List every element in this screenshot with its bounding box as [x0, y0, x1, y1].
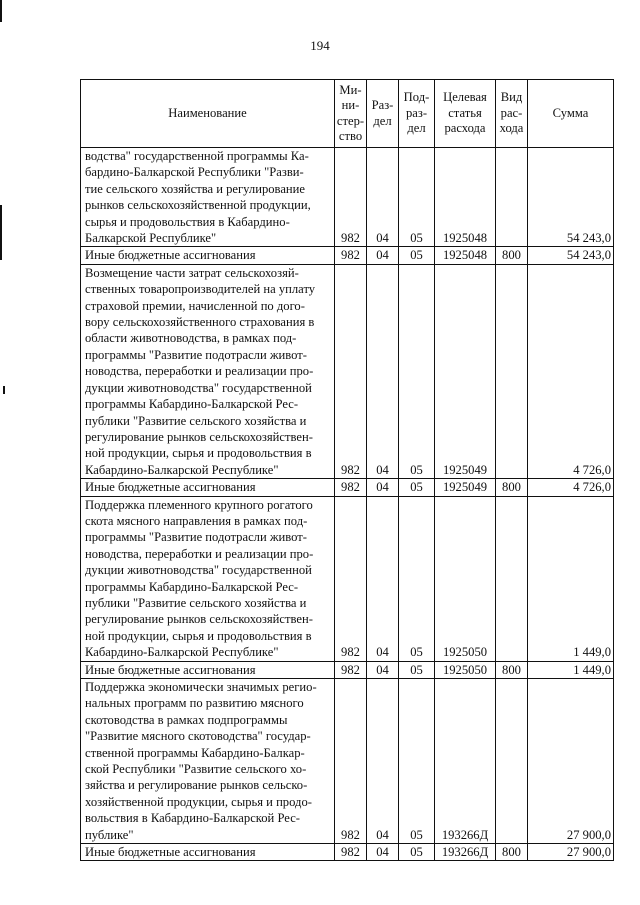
- row-name: Иные бюджетные ассигнования: [81, 661, 335, 678]
- table-header-row: [81, 80, 614, 148]
- header-target: Целевая статья расхода: [435, 80, 496, 148]
- row-section: 04: [367, 148, 399, 247]
- row-target: 193266Д: [435, 844, 496, 861]
- row-sum: 27 900,0: [528, 679, 614, 844]
- row-ministry: 982: [335, 661, 367, 678]
- table-row: [81, 247, 614, 264]
- row-subsection: 05: [399, 148, 435, 247]
- header-subsection: Под- раз- дел: [399, 80, 435, 148]
- row-sum: 54 243,0: [528, 148, 614, 247]
- row-name: водства" государственной программы Ка- бардино-Балкарской Республики "Разви- тие сельского хозяйства и регулирование рынков сельскохозяйственной продукции, сырья и продовольствия в Кабардино- Балкарской Республике": [81, 148, 335, 247]
- header-section: Раз- дел: [367, 80, 399, 148]
- table-row: [81, 479, 614, 496]
- row-target: 1925048: [435, 148, 496, 247]
- row-section: 04: [367, 264, 399, 478]
- row-kind: [496, 264, 528, 478]
- row-name: Иные бюджетные ассигнования: [81, 247, 335, 264]
- row-kind: [496, 148, 528, 247]
- row-section: 04: [367, 679, 399, 844]
- budget-table: [80, 79, 614, 861]
- row-target: 1925050: [435, 496, 496, 661]
- row-section: 04: [367, 479, 399, 496]
- row-sum: 1 449,0: [528, 496, 614, 661]
- row-target: 1925049: [435, 264, 496, 478]
- row-kind: 800: [496, 661, 528, 678]
- margin-mark-middle: [0, 205, 2, 260]
- table-row: [81, 679, 614, 844]
- row-kind: 800: [496, 844, 528, 861]
- row-ministry: 982: [335, 679, 367, 844]
- table-row: [81, 661, 614, 678]
- table-row: [81, 496, 614, 661]
- row-name: Иные бюджетные ассигнования: [81, 479, 335, 496]
- row-kind: [496, 679, 528, 844]
- row-subsection: 05: [399, 247, 435, 264]
- row-subsection: 05: [399, 264, 435, 478]
- row-section: 04: [367, 661, 399, 678]
- row-kind: 800: [496, 247, 528, 264]
- margin-mark-top: [0, 0, 2, 22]
- row-name: Поддержка племенного крупного рогатого скота мясного направления в рамках под- программы "Развитие подотрасли живот- новодства, переработки и реализации про- дукции животноводства" государственной программы Кабардино-Балкарской Рес- публики "Развитие сельского хозяйства и регулирование рынков сельскохозяйствен- ной продукции, сырья и продовольствия в Кабардино-Балкарской Республике": [81, 496, 335, 661]
- row-sum: 54 243,0: [528, 247, 614, 264]
- header-ministry: Ми- ни- стер- ство: [335, 80, 367, 148]
- page-number: 194: [310, 38, 330, 53]
- row-name: Иные бюджетные ассигнования: [81, 844, 335, 861]
- header-kind: Вид рас- хода: [496, 80, 528, 148]
- row-target: 1925048: [435, 247, 496, 264]
- row-target: 1925050: [435, 661, 496, 678]
- row-sum: 1 449,0: [528, 661, 614, 678]
- row-ministry: 982: [335, 247, 367, 264]
- row-ministry: 982: [335, 479, 367, 496]
- row-ministry: 982: [335, 496, 367, 661]
- row-kind: [496, 496, 528, 661]
- row-subsection: 05: [399, 679, 435, 844]
- row-subsection: 05: [399, 479, 435, 496]
- table-row: [81, 148, 614, 247]
- row-target: 193266Д: [435, 679, 496, 844]
- table-row: [81, 844, 614, 861]
- row-subsection: 05: [399, 661, 435, 678]
- margin-mark-small: [3, 386, 5, 394]
- row-subsection: 05: [399, 496, 435, 661]
- row-target: 1925049: [435, 479, 496, 496]
- row-section: 04: [367, 247, 399, 264]
- header-sum: Сумма: [528, 80, 614, 148]
- row-subsection: 05: [399, 844, 435, 861]
- table-row: [81, 264, 614, 478]
- row-kind: 800: [496, 479, 528, 496]
- header-name: Наименование: [81, 80, 335, 148]
- row-section: 04: [367, 496, 399, 661]
- row-sum: 27 900,0: [528, 844, 614, 861]
- row-name: Поддержка экономически значимых регио- нальных программ по развитию мясного скотоводства в рамках подпрограммы "Развитие мясного скотоводства" государ- ственной программы Кабардино-Балкар- ской Республики "Развитие сельского хо- зяйства и регулирование рынков сельско- хозяйственной продукции, сырья и продо- вольствия в Кабардино-Балкарской Рес- публике": [81, 679, 335, 844]
- row-sum: 4 726,0: [528, 264, 614, 478]
- row-ministry: 982: [335, 264, 367, 478]
- row-section: 04: [367, 844, 399, 861]
- row-name: Возмещение части затрат сельскохозяй- ственных товаропроизводителей на уплату страховой премии, начисленной по дого- вору сельскохозяйственного страхования в области животноводства, в рамках под- программы "Развитие подотрасли живот- новодства, переработки и реализации про- дукции животноводства" государственной программы Кабардино-Балкарской Рес- публики "Развитие сельского хозяйства и регулирование рынков сельскохозяйствен- ной продукции, сырья и продовольствия в Кабардино-Балкарской Республике": [81, 264, 335, 478]
- row-ministry: 982: [335, 148, 367, 247]
- row-sum: 4 726,0: [528, 479, 614, 496]
- row-ministry: 982: [335, 844, 367, 861]
